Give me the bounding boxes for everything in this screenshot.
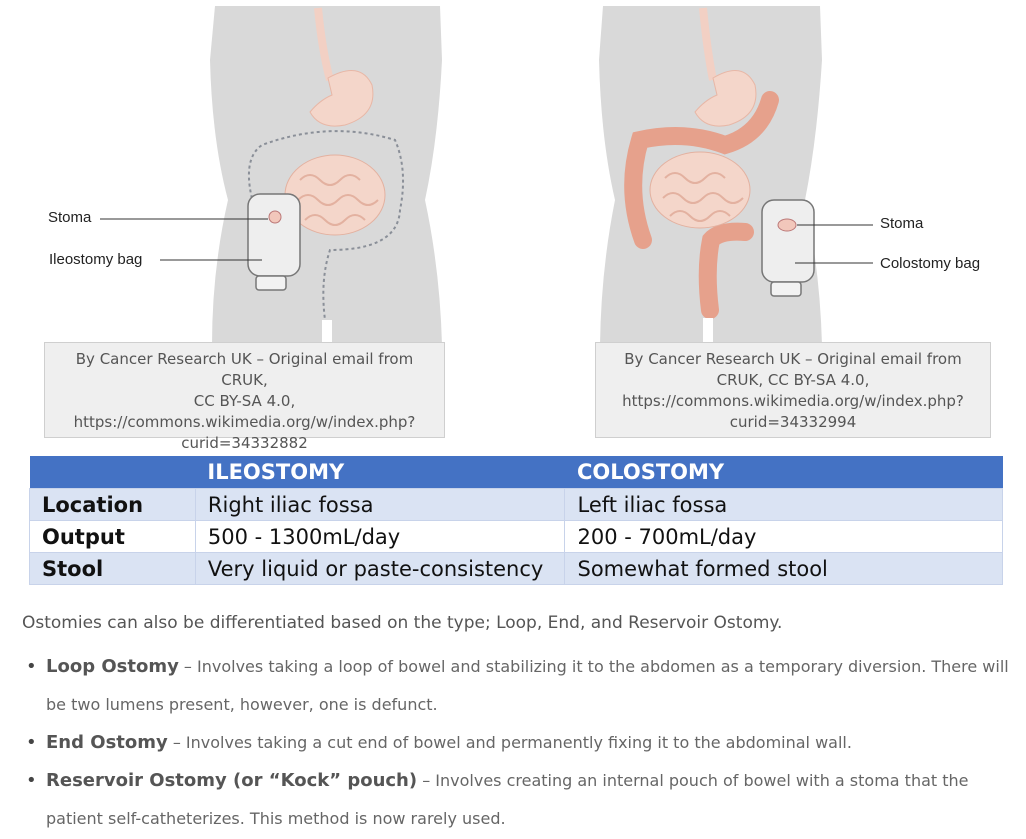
table-header-ileostomy: ILEOSTOMY (195, 456, 565, 489)
list-item-desc: – Involves taking a cut end of bowel and permanently fixing it to the abdominal wall. (167, 733, 852, 752)
ileostomy-diagram (0, 0, 510, 345)
bullet-icon: • (26, 732, 37, 753)
table-row (30, 553, 1003, 585)
bullet-icon: • (26, 770, 37, 791)
bullet-icon: • (26, 656, 37, 677)
colostomy-diagram (515, 0, 1026, 345)
list-item-term: Reservoir Ostomy (or “Kock” pouch) (46, 770, 418, 791)
colostomy-bag-label: Colostomy bag (880, 255, 981, 272)
table-cell: Left iliac fossa (565, 489, 1003, 521)
stoma-mark (269, 211, 281, 223)
table-header-blank (30, 456, 196, 489)
list-item (22, 648, 1012, 724)
row-label-output: Output (30, 521, 196, 553)
colostomy-stoma-label: Stoma (880, 215, 924, 232)
list-item (22, 762, 1012, 838)
table-cell: Somewhat formed stool (565, 553, 1003, 585)
comparison-table (29, 456, 1003, 585)
small-intestine (650, 152, 750, 228)
table-cell: Right iliac fossa (195, 489, 565, 521)
list-item-term: Loop Ostomy (46, 656, 179, 677)
table-row (30, 489, 1003, 521)
table-cell: 200 - 700mL/day (565, 521, 1003, 553)
ileostomy-bag-label: Ileostomy bag (49, 251, 143, 268)
table-header-row (30, 456, 1003, 489)
ostomy-types-list (22, 648, 1012, 838)
list-item-term: End Ostomy (46, 732, 168, 753)
row-label-stool: Stool (30, 553, 196, 585)
colostomy-caption: By Cancer Research UK – Original email from CRUK, CC BY-SA 4.0, https://commons.wikimedia.org/w/index.php? curid=34332994 (595, 342, 991, 438)
ileostomy-caption: By Cancer Research UK – Original email from CRUK, CC BY-SA 4.0, https://commons.wikimedia.org/w/index.php? curid=34332882 (44, 342, 445, 438)
list-item-desc: – Involves creating an internal pouch of bowel with a stoma that the patient self-catheterizes. This method is now rarely used. (46, 771, 969, 828)
table-row (30, 521, 1003, 553)
ileostomy-bag-shape (248, 194, 300, 276)
ileostomy-stoma-label: Stoma (48, 209, 92, 226)
row-label-location: Location (30, 489, 196, 521)
intro-paragraph: Ostomies can also be differentiated based on the type; Loop, End, and Reservoir Ostomy. (22, 613, 783, 633)
list-item-desc: – Involves taking a loop of bowel and stabilizing it to the abdomen as a temporary diversion. There will be two lumens present, however, one is defunct. (46, 657, 1009, 714)
stoma-mark (778, 219, 796, 231)
table-cell: Very liquid or paste-consistency (195, 553, 565, 585)
list-item (22, 724, 1012, 762)
colostomy-bag-shape (762, 200, 814, 282)
table-cell: 500 - 1300mL/day (195, 521, 565, 553)
table-header-colostomy: COLOSTOMY (565, 456, 1003, 489)
